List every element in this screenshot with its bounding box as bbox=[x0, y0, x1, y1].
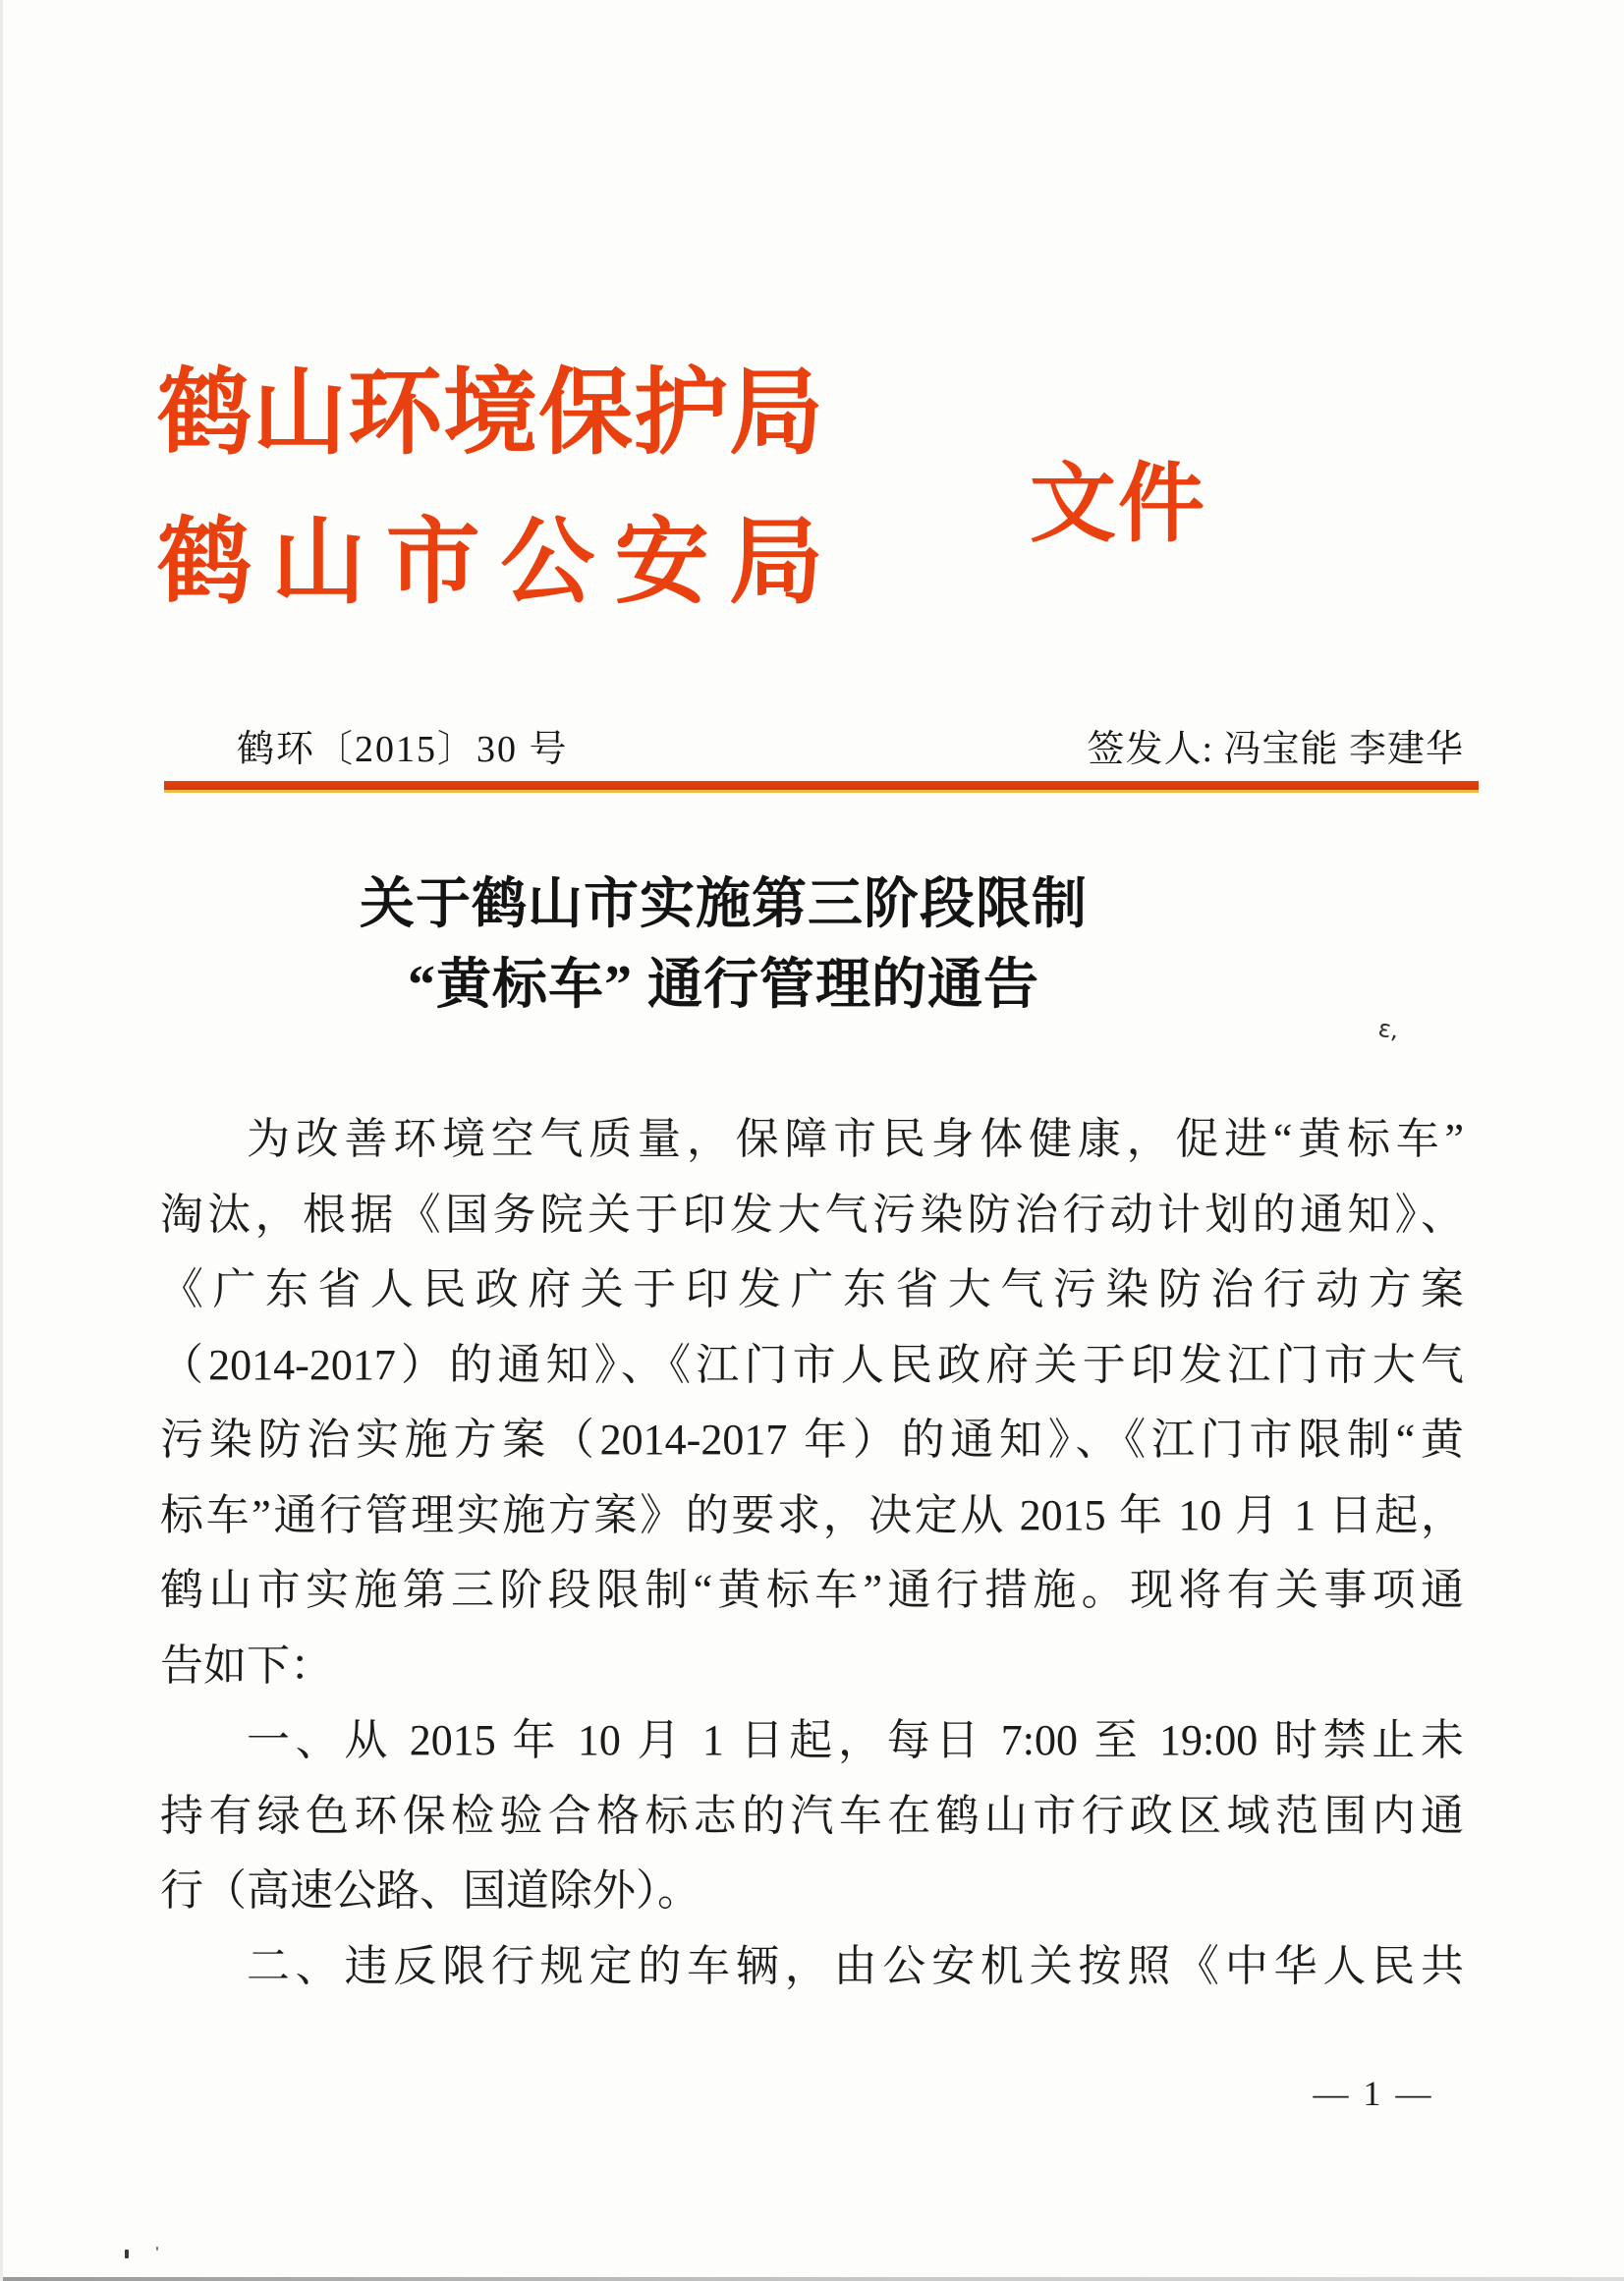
issuer-signature-line: 签发人: 冯宝能 李建华 bbox=[1087, 729, 1464, 770]
body-text-line: 鹤山市实施第三阶段限制“黄标车”通行措施。现将有关事项通 bbox=[160, 1566, 1464, 1614]
scan-bottom-edge bbox=[0, 2277, 1624, 2281]
red-separator-rule bbox=[164, 781, 1479, 793]
body-text-line: 标车”通行管理实施方案》的要求，决定从 2015 年 10 月 1 日起， bbox=[160, 1490, 1464, 1539]
title-line-1: 关于鹤山市实施第三阶段限制 bbox=[360, 874, 1088, 935]
body-text-line: 《广东省人民政府关于印发广东省大气污染防治行动方案 bbox=[160, 1265, 1464, 1313]
scan-speck bbox=[156, 2247, 158, 2251]
body-text-line: 行（高速公路、国道除外）。 bbox=[160, 1866, 700, 1915]
document-title bbox=[72, 864, 1375, 1026]
agency-name-line-2: 鹤山市公安局 bbox=[157, 510, 823, 615]
document-body bbox=[160, 1102, 1464, 2004]
scan-speck bbox=[125, 2250, 129, 2258]
page-number: — 1 — bbox=[1313, 2074, 1434, 2113]
body-text-line: 为改善环境空气质量，保障市民身体健康，促进“黄标车” bbox=[247, 1115, 1464, 1163]
agency-name-line-1: 鹤山环境保护局 bbox=[157, 361, 823, 466]
body-text-line: 持有绿色环保检验合格标志的汽车在鹤山市行政区域范围内通 bbox=[160, 1791, 1464, 1840]
document-number: 鹤环〔2015〕30 号 bbox=[237, 729, 569, 770]
body-text-line: 污染防治实施方案（2014-2017 年）的通知》、《江门市限制“黄 bbox=[160, 1416, 1464, 1464]
title-line-2: “黄标车” 通行管理的通告 bbox=[408, 955, 1039, 1016]
body-text-line: 一、从 2015 年 10 月 1 日起，每日 7:00 至 19:00 时禁止未 bbox=[247, 1716, 1464, 1764]
body-text-line: 二、违反限行规定的车辆，由公安机关按照《中华人民共 bbox=[247, 1941, 1464, 1990]
body-text-line: 淘汰，根据《国务院关于印发大气污染防治行动计划的通知》、 bbox=[160, 1190, 1464, 1239]
scan-left-edge bbox=[0, 0, 3, 2281]
document-word-label: 文件 bbox=[1030, 458, 1207, 553]
issuing-agencies bbox=[157, 339, 823, 638]
document-meta-row bbox=[160, 718, 1464, 772]
handwritten-scan-mark: ε, bbox=[1376, 1014, 1401, 1045]
body-text-line: 告如下： bbox=[160, 1641, 333, 1690]
body-text-line: （2014-2017）的通知》、《江门市人民政府关于印发江门市大气 bbox=[160, 1340, 1464, 1389]
